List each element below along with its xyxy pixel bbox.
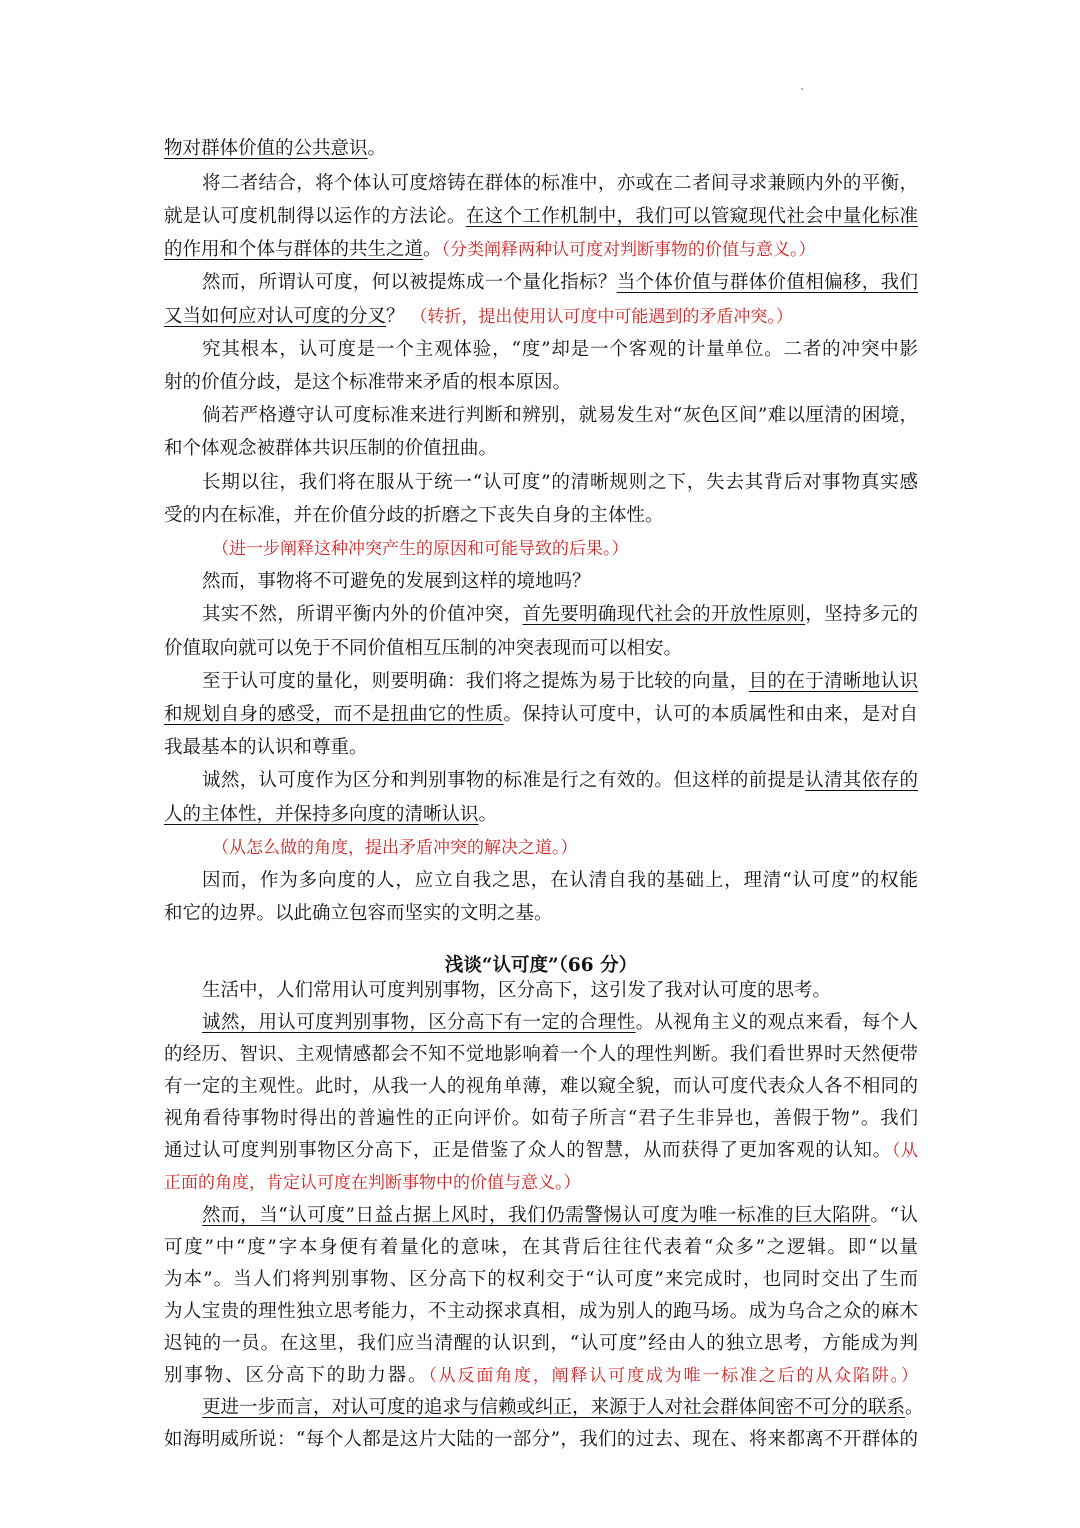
text-line xyxy=(164,466,918,500)
text-span: 为人宝贵的理性独立思考能力，不主动探求真相，成为别人的跑马场。成为乌合之众的麻木 xyxy=(164,1301,918,1322)
text-line xyxy=(164,1359,918,1393)
text-line xyxy=(164,1199,918,1233)
text-line xyxy=(164,897,918,931)
text-line xyxy=(164,499,918,533)
text-span: 的经历、智识、主观情感都会不知不觉地影响着一个人的理性判断。我们看世界时天然便带 xyxy=(164,1044,918,1065)
underlined-text: 和规划自身的感受，而不是扭曲它的性质 xyxy=(164,704,504,725)
text-line xyxy=(164,132,918,166)
text-span: 生活中，人们常用认可度判别事物，区分高下，这引发了我对认可度的思考。 xyxy=(202,980,832,1001)
text-span: 受的内在标准，并在价值分歧的折磨之下丧失自身的主体性。 xyxy=(164,505,664,526)
annotation-note: （进一步阐释这种冲突产生的原因和可能导致的后果。） xyxy=(212,539,629,559)
text-span: ？ xyxy=(386,306,411,327)
text-line xyxy=(164,1423,918,1457)
text-span: 浅谈“认可度”（66 分） xyxy=(444,955,638,976)
text-line xyxy=(164,632,918,666)
underlined-text: 然而，当“认可度”日益占据上风时，我们仍需警惕认可度为唯一标准的巨大陷阱 xyxy=(202,1205,871,1226)
text-span: 其实不然，所谓平衡内外的价值冲突， xyxy=(202,604,523,625)
text-span: 。 xyxy=(367,138,387,159)
underlined-text: 首先要明确现代社会的开放性原则 xyxy=(522,604,806,625)
text-line xyxy=(164,1006,918,1040)
underlined-text: 又当如何应对认可度的分叉 xyxy=(164,306,387,327)
text-line xyxy=(164,366,918,400)
text-line xyxy=(164,764,918,798)
text-line xyxy=(164,399,918,433)
text-span: 我最基本的认识和尊重。 xyxy=(164,737,368,758)
text-span: 有一定的主观性。此时，从我一人的视角单薄，难以窥全貌，而认可度代表众人各不相同的 xyxy=(164,1076,918,1097)
text-span: 为本”。当人们将判别事物、区分高下的权利交于“认可度”来完成时，也同时交出了生而 xyxy=(164,1269,918,1290)
text-line xyxy=(164,1231,918,1265)
text-span: 。“认 xyxy=(870,1205,918,1226)
text-span: 和它的边界。以此确立包容而坚实的文明之基。 xyxy=(164,903,553,924)
text-line xyxy=(164,1295,918,1329)
annotation-note: （转折，提出使用认可度中可能遇到的矛盾冲突。） xyxy=(410,307,793,327)
text-span: 可度”中“度”字本身便有着量化的意味，在其背后往往代表着“众多”之逻辑。即“以量 xyxy=(164,1237,918,1258)
text-line xyxy=(164,200,918,234)
text-line xyxy=(164,565,918,599)
text-span: 倘若严格遵守认可度标准来进行判断和辨别，就易发生对“灰色区间”难以厘清的困境， xyxy=(202,405,918,426)
annotation-note: （从 xyxy=(891,1141,918,1161)
text-span: 视角看待事物时得出的普遍性的正向评价。如荀子所言“君子生非异也，善假于物”。我们 xyxy=(164,1108,918,1129)
text-line xyxy=(164,300,918,334)
text-span: 然而，所谓认可度，何以被提炼成一个量化指标？ xyxy=(202,272,617,293)
underlined-text: 当个体价值与群体价值相偏移，我们 xyxy=(616,272,918,293)
text-line xyxy=(164,864,918,898)
annotation-note: （从怎么做的角度，提出矛盾冲突的解决之道。） xyxy=(212,838,578,858)
text-line xyxy=(164,1038,918,1072)
text-span: 。 xyxy=(478,804,498,825)
text-span: 通过认可度判别事物区分高下，正是借鉴了众人的智慧，从而获得了更加客观的认知。 xyxy=(164,1140,892,1161)
text-line xyxy=(164,167,918,201)
text-span: 和个体观念被群体共识压制的价值扭曲。 xyxy=(164,438,498,459)
underlined-text: 在这个工作机制中，我们可以管窥现代社会中量化标准 xyxy=(465,206,918,227)
underlined-text: 更进一步而言，对认可度的追求与信赖或纠正，来源于人对社会群体间密不可分的联系 xyxy=(202,1397,906,1418)
text-span: 将二者结合，将个体认可度熔铸在群体的标准中，亦或在二者间寻求兼顾内外的平衡， xyxy=(202,173,918,194)
underlined-text: 诚然，用认可度判别事物，区分高下有一定的合理性 xyxy=(202,1012,636,1033)
text-line xyxy=(164,974,918,1008)
text-line xyxy=(164,1263,918,1297)
text-line xyxy=(164,1134,918,1168)
annotation-note: （从反面角度，阐释认可度成为唯一标准之后的从众陷阱。） xyxy=(428,1366,918,1386)
text-line xyxy=(164,266,918,300)
text-line xyxy=(164,598,918,632)
text-span: 价值取向就可以免于不同价值相互压制的冲突表现而可以相安。 xyxy=(164,638,683,659)
text-span: 然而，事物将不可避免的发展到这样的境地吗？ xyxy=(202,571,591,592)
text-span: 如海明威所说：“每个人都是这片大陆的一部分”，我们的过去、现在、将来都离不开群体的 xyxy=(164,1429,918,1450)
text-line xyxy=(164,1166,918,1200)
text-span: 。 xyxy=(905,1397,924,1418)
text-line xyxy=(164,432,918,466)
text-span: 究其根本，认可度是一个主观体验，“度”却是一个客观的计量单位。二者的冲突中影 xyxy=(202,339,918,360)
text-span: 诚然，认可度作为区分和判别事物的标准是行之有效的。但这样的前提是 xyxy=(202,770,806,791)
text-span: 。保持认可度中，认可的本质属性和由来，是对自 xyxy=(503,704,918,725)
annotation-note: 正面的角度，肯定认可度在判断事物中的价值与意义。） xyxy=(164,1173,581,1193)
underlined-text: 物对群体价值的公共意识 xyxy=(164,138,368,159)
text-line xyxy=(164,1070,918,1104)
text-line xyxy=(164,333,918,367)
text-line xyxy=(164,665,918,699)
text-span: 因而，作为多向度的人，应立自我之思，在认清自我的基础上，理清“认可度”的权能 xyxy=(202,870,918,891)
text-span: 长期以往，我们将在服从于统一“认可度”的清晰规则之下，失去其背后对事物真实感 xyxy=(202,472,918,493)
text-line xyxy=(164,1102,918,1136)
text-span: 就是认可度机制得以运作的方法论。 xyxy=(164,206,466,227)
text-line xyxy=(164,532,918,566)
text-line xyxy=(164,1391,924,1425)
text-span: 别事物、区分高下的助力器。 xyxy=(164,1365,429,1386)
text-span: 。 xyxy=(423,239,442,260)
annotation-note: （分类阐释两种认可度对判断事物的价值与意义。） xyxy=(441,240,816,260)
underlined-text: 认清其依存的 xyxy=(805,770,918,791)
underlined-text: 的作用和个体与群体的共生之道 xyxy=(164,239,424,260)
page-speck xyxy=(801,88,803,90)
text-line xyxy=(164,798,918,832)
text-span: 迟钝的一员。在这里，我们应当清醒的认识到，“认可度”经由人的独立思考，方能成为判 xyxy=(164,1333,918,1354)
text-line xyxy=(164,831,918,865)
text-span: ，坚持多元的 xyxy=(805,604,918,625)
underlined-text: 目的在于清晰地认识 xyxy=(748,671,918,692)
underlined-text: 人的主体性，并保持多向度的清晰认识 xyxy=(164,804,479,825)
text-line xyxy=(164,731,918,765)
text-span: 射的价值分歧，是这个标准带来矛盾的根本原因。 xyxy=(164,372,572,393)
text-line xyxy=(164,233,918,267)
text-line xyxy=(164,1327,918,1361)
text-span: 。从视角主义的观点来看，每个人 xyxy=(635,1012,918,1033)
text-line xyxy=(164,698,918,732)
text-span: 至于认可度的量化，则要明确：我们将之提炼为易于比较的向量， xyxy=(202,671,749,692)
